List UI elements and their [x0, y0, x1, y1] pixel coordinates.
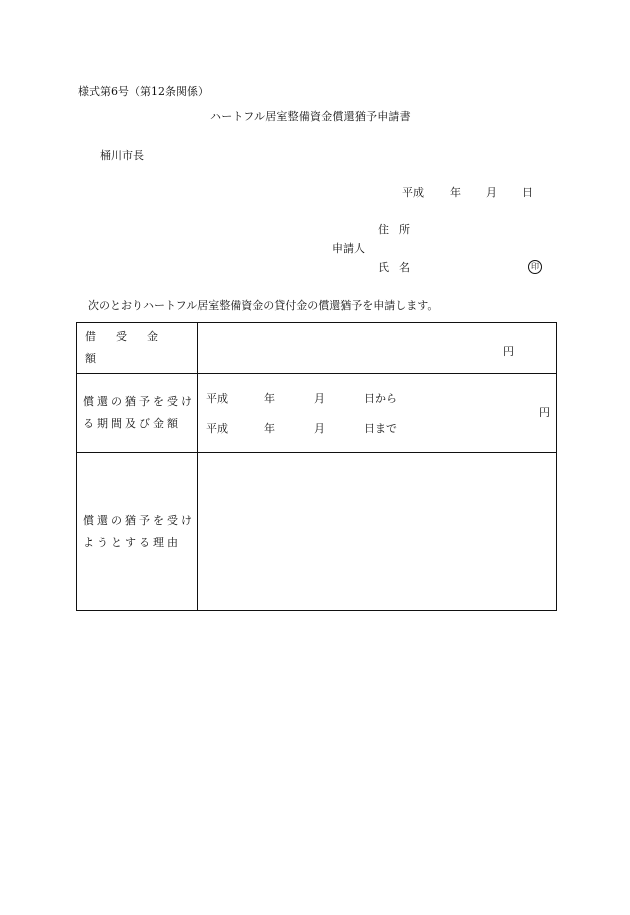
date-era: 平成 — [402, 186, 424, 199]
deferral-period-label — [77, 374, 198, 453]
loan-amount-yen: 円 — [503, 345, 514, 358]
loan-amount-cell[interactable] — [198, 323, 557, 374]
period-from-year: 年 — [264, 392, 275, 405]
application-table — [76, 322, 557, 611]
document-title: ハートフル居室整備資金償還猶予申請書 — [210, 110, 411, 123]
deferral-reason-row — [77, 453, 557, 611]
deferral-period-label-line2: る期間及び金額 — [83, 417, 181, 430]
deferral-period-cell[interactable] — [198, 374, 557, 453]
applicant-label: 申請人 — [332, 242, 365, 255]
period-to-month: 月 — [314, 422, 325, 435]
loan-amount-label: 借受金額 — [77, 323, 198, 374]
period-from — [206, 390, 397, 406]
period-to-era: 平成 — [206, 422, 228, 435]
deferral-reason-label-line1: 償還の猶予を受け — [83, 513, 195, 527]
period-to-year: 年 — [264, 422, 275, 435]
period-to — [206, 420, 397, 436]
deferral-period-row — [77, 374, 557, 453]
address-label: 住所 — [378, 223, 420, 236]
date-year-label: 年 — [450, 186, 461, 199]
seal-mark: 印 — [528, 260, 542, 274]
name-label: 氏名 — [378, 261, 420, 274]
deferral-reason-label-line2: ようとする理由 — [83, 535, 181, 549]
period-from-suffix: 日から — [364, 392, 397, 405]
period-from-era: 平成 — [206, 392, 228, 405]
form-number: 様式第6号（第12条関係） — [78, 85, 209, 98]
period-to-suffix: 日まで — [364, 422, 397, 435]
deferral-reason-cell[interactable] — [198, 453, 557, 611]
period-from-month: 月 — [314, 392, 325, 405]
date-day-label: 日 — [522, 186, 533, 199]
deferral-amount-yen: 円 — [539, 406, 550, 419]
loan-amount-row — [77, 323, 557, 374]
deferral-period-label-line1: 償還の猶予を受け — [83, 395, 195, 408]
deferral-reason-label — [77, 453, 198, 611]
date-month-label: 月 — [486, 186, 497, 199]
intro-text: 次のとおりハートフル居室整備資金の貸付金の償還猶予を申請します。 — [88, 299, 439, 312]
addressee: 桶川市長 — [100, 149, 144, 162]
